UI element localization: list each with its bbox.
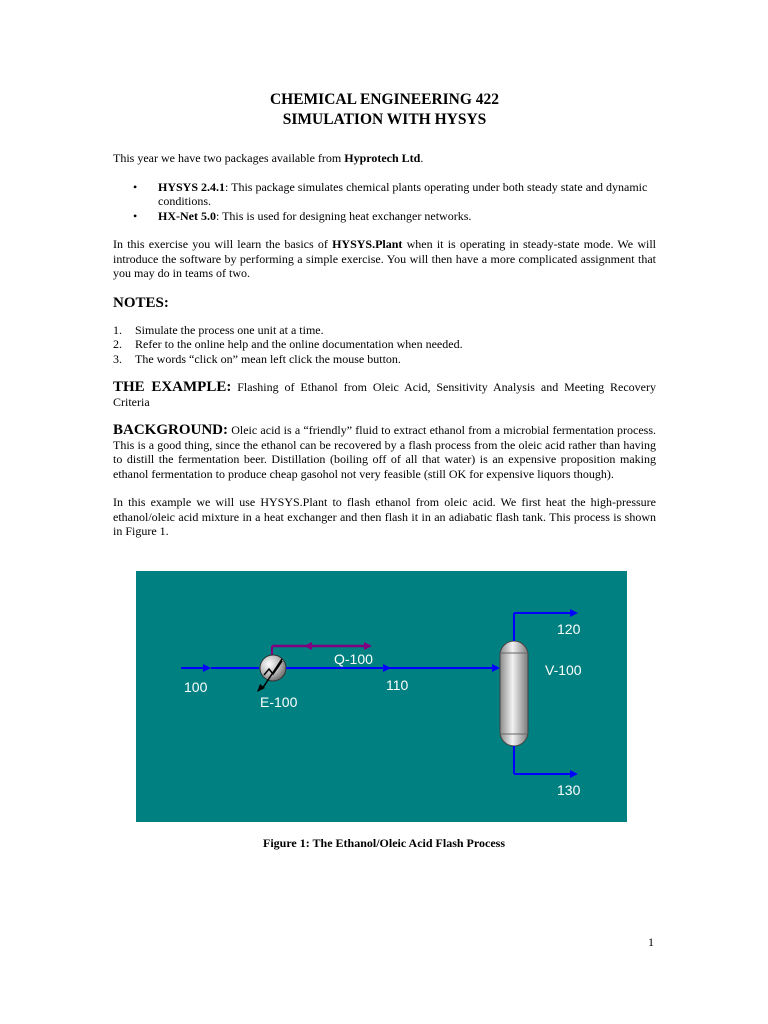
heat-exchanger-e100[interactable]: [257, 655, 286, 692]
flowsheet-svg: [136, 571, 627, 822]
label-120: 120: [557, 621, 581, 637]
process-flow-diagram: [136, 571, 627, 822]
package-desc: : This package simulates chemical plants operating under both steady state and dynamic conditions.: [158, 179, 648, 208]
page-title: [113, 90, 656, 129]
page-number: 1: [648, 935, 654, 949]
label-100: 100: [184, 679, 208, 695]
note-text: Refer to the online help and the online documentation when needed.: [135, 337, 463, 351]
exercise-bold: HYSYS.Plant: [332, 237, 403, 251]
exercise-post: when it is operating in steady-state mode. We will introduce the software by performing a simple exercise. You will then have a more complicated assignment that you may do in teams of two.: [113, 237, 656, 280]
bullet-marker: •: [133, 179, 138, 194]
example-lead: THE EXAMPLE:: [113, 379, 232, 395]
bullet-marker: •: [133, 208, 138, 223]
title-line-2: SIMULATION WITH HYSYS: [282, 110, 487, 128]
background-text: Oleic acid is a “friendly” fluid to extract ethanol from a microbial fermentation process. This is a good thing, since the ethanol can be recovered by a flash process from the oleic acid rather than having to distill the fermentation beer. Distillation (boiling off of all that water) is an expensive proposition making ethanol fermentation to produce cheap gasohol not very feasible (still OK for expensive liquors though).: [113, 423, 656, 481]
vendor-name: Hyprotech Ltd: [344, 151, 421, 165]
flash-vessel-v100[interactable]: [500, 641, 528, 746]
label-v100: V-100: [545, 662, 582, 678]
list-item: [113, 337, 656, 352]
example-text: Flashing of Ethanol from Oleic Acid, Sensitivity Analysis and Meeting Recovery Criteria: [113, 380, 656, 409]
notes-heading: NOTES:: [113, 294, 169, 311]
title-line-1: CHEMICAL ENGINEERING 422: [269, 91, 500, 108]
intro-text: This year we have two packages available from: [113, 151, 345, 165]
note-number: 3.: [113, 351, 122, 366]
stream-130[interactable]: [514, 746, 578, 778]
note-number: 1.: [113, 322, 122, 337]
label-130: 130: [557, 782, 581, 798]
flash-paragraph: In this example we will use HYSYS.Plant to flash ethanol from oleic acid. We first heat the high-pressure ethanol/oleic acid mixture in a heat exchanger and then flash it in an adiabatic flash tank. This process is shown in Figure 1.: [113, 495, 656, 538]
note-number: 2.: [113, 337, 122, 351]
intro-paragraph: [113, 151, 656, 166]
package-desc: : This is used for designing heat exchanger networks.: [215, 208, 472, 223]
package-list: [113, 180, 656, 224]
list-item: [113, 180, 656, 209]
background-lead: BACKGROUND:: [113, 422, 228, 438]
list-item: [113, 209, 656, 224]
figure-caption: Figure 1: The Ethanol/Oleic Acid Flash Process: [262, 836, 505, 850]
document-body: [113, 90, 656, 539]
label-110: 110: [386, 677, 409, 693]
note-text: The words “click on” mean left click the mouse button.: [135, 351, 401, 366]
note-text: Simulate the process one unit at a time.: [135, 322, 324, 337]
stream-100[interactable]: [181, 664, 259, 672]
example-paragraph: [113, 380, 656, 409]
package-name: HX-Net 5.0: [158, 208, 216, 223]
intro-end: .: [420, 151, 424, 165]
stream-110[interactable]: [286, 664, 500, 672]
exercise-pre: In this exercise you will learn the basics of: [113, 237, 333, 251]
notes-list: [113, 323, 656, 367]
list-item: [113, 352, 656, 367]
list-item: [113, 323, 656, 338]
package-name: HYSYS 2.4.1: [158, 179, 226, 194]
background-paragraph: [113, 423, 656, 481]
label-q100: Q-100: [334, 651, 373, 667]
label-e100: E-100: [260, 694, 298, 710]
exercise-paragraph: [113, 237, 656, 281]
